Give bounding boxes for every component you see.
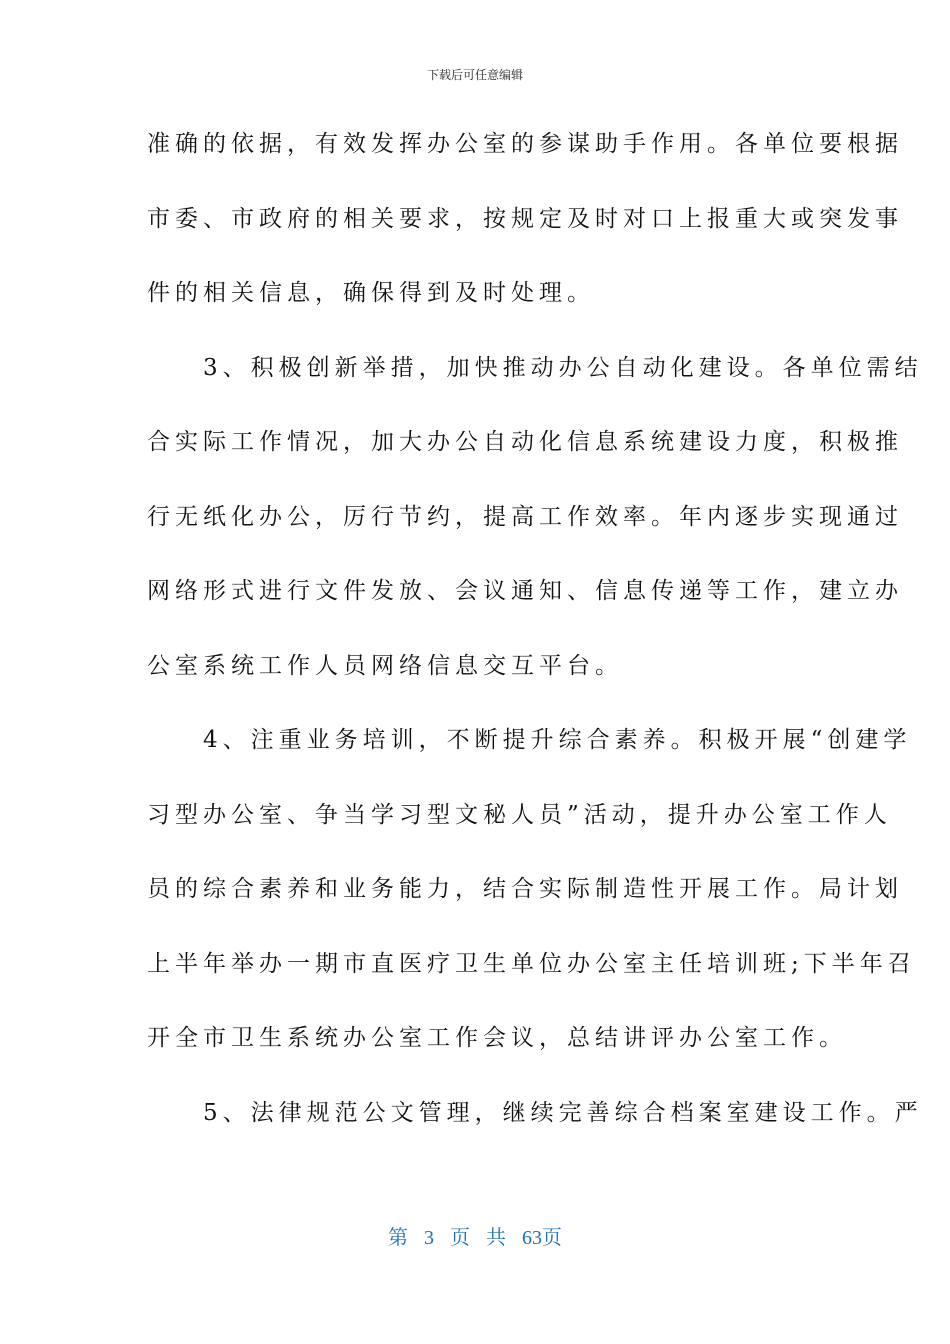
footer-label-di: 第 bbox=[388, 1227, 408, 1249]
text-line: 市委、市政府的相关要求，按规定及时对口上报重大或突发事 bbox=[147, 205, 903, 232]
text-line: 行无纸化办公，厉行节约，提高工作效率。年内逐步实现通过 bbox=[147, 503, 903, 530]
text-line: 开全市卫生系统办公室工作会议，总结讲评办公室工作。 bbox=[147, 1025, 847, 1051]
text-line: 上半年举办一期市直医疗卫生单位办公室主任培训班;下半年召 bbox=[147, 950, 916, 977]
text-line: 网络形式进行文件发放、会议通知、信息传递等工作，建立办 bbox=[147, 578, 903, 604]
text-line: 员的综合素养和业务能力，结合实际制造性开展工作。局计划 bbox=[147, 876, 903, 902]
paragraph-3-first-line: 3、积极创新举措，加快推动办公自动化建设。各单位需结 bbox=[147, 354, 923, 381]
text-line: 准确的依据，有效发挥办公室的参谋助手作用。各单位要根据 bbox=[147, 131, 903, 157]
footer-label-gong: 共 bbox=[486, 1227, 506, 1249]
text-line: 件的相关信息，确保得到及时处理。 bbox=[147, 280, 595, 306]
page-number-footer bbox=[0, 1226, 950, 1250]
body-text bbox=[147, 126, 923, 1132]
paragraph-4-first-line: 4、注重业务培训，不断提升综合素养。积极开展“创建学 bbox=[147, 727, 912, 753]
text-line: 公室系统工作人员网络信息交互平台。 bbox=[147, 652, 623, 679]
paragraph-5-first-line: 5、法律规范公文管理，继续完善综合档案室建设工作。严 bbox=[147, 1099, 923, 1126]
header-note: 下载后可任意编辑 bbox=[426, 68, 523, 82]
footer-label-ye: 页 bbox=[450, 1227, 470, 1249]
text-line: 习型办公室、争当学习型文秘人员”活动，提升办公室工作人 bbox=[147, 801, 892, 828]
footer-current-page: 3 bbox=[424, 1227, 434, 1249]
text-line: 合实际工作情况，加大办公自动化信息系统建设力度，积极推 bbox=[147, 429, 903, 455]
footer-total-pages: 63页 bbox=[522, 1227, 562, 1249]
